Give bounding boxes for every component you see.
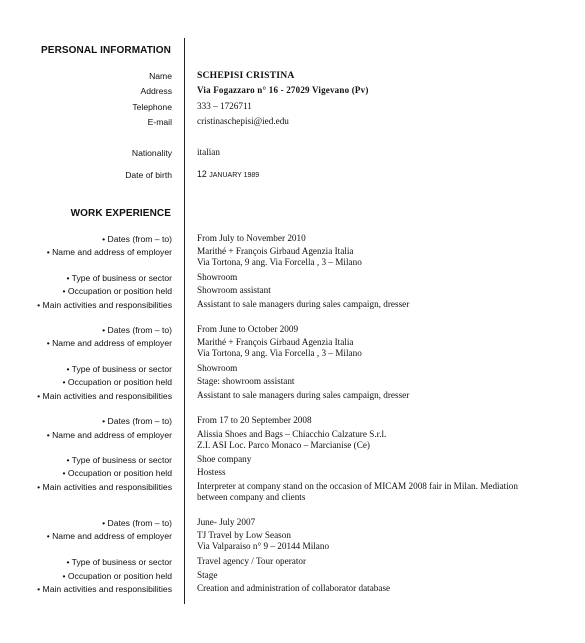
business-label: • Type of business or sector — [66, 557, 172, 567]
activities-label: • Main activities and responsibilities — [37, 391, 172, 401]
nationality-label: Nationality — [131, 148, 172, 158]
activities-value: Interpreter at company stand on the occasion of MICAM 2008 fair in Milan. Mediation between company and clients — [197, 481, 518, 503]
dob-day: 12 — [197, 169, 207, 179]
dates-value: From June to October 2009 — [197, 324, 299, 334]
employer-value — [197, 337, 547, 360]
employer-label: • Name and address of employer — [46, 338, 172, 348]
activities-label: • Main activities and responsibilities — [37, 300, 172, 310]
dates-label: • Dates (from – to) — [102, 416, 172, 426]
dates-value: June- July 2007 — [197, 517, 256, 527]
name-value: SCHEPISI CRISTINA — [197, 70, 295, 81]
occupation-value: Hostess — [197, 467, 226, 477]
employer-address: Via Valparaiso n° 9 – 20144 Milano — [197, 541, 330, 552]
telephone-value: 333 – 1726711 — [197, 101, 252, 111]
activities-value: Creation and administration of collaborator database — [197, 583, 391, 593]
email-value: cristinaschepisi@ied.edu — [197, 116, 289, 126]
employer-value — [197, 246, 547, 269]
date-of-birth-label: Date of birth — [125, 170, 172, 180]
dob-month-year: JANUARY 1989 — [209, 172, 260, 179]
occupation-label: • Occupation or position held — [62, 571, 172, 581]
employer-address: Via Tortona, 9 ang. Via Forcella , 3 – Milano — [197, 257, 362, 268]
dates-label: • Dates (from – to) — [102, 234, 172, 244]
employer-label: • Name and address of employer — [46, 531, 172, 541]
activities-value: Assistant to sale managers during sales campaign, dresser — [197, 390, 410, 400]
occupation-value: Stage — [197, 570, 218, 580]
address-value: Via Fogazzaro n° 16 - 27029 Vigevano (Pv) — [197, 85, 369, 95]
activities-label: • Main activities and responsibilities — [37, 482, 172, 492]
work-experience-heading: WORK EXPERIENCE — [70, 208, 171, 219]
employer-value — [197, 429, 547, 452]
nationality-value: italian — [197, 147, 220, 157]
dates-value: From July to November 2010 — [197, 233, 306, 243]
employer-name: Marithé + François Girbaud Agenzia Italia — [197, 337, 354, 347]
employer-name: TJ Travel by Low Season — [197, 530, 291, 540]
address-label: Address — [140, 86, 172, 96]
employer-name: Alissia Shoes and Bags – Chiacchio Calzature S.r.l. — [197, 429, 387, 439]
personal-information-heading: PERSONAL INFORMATION — [41, 45, 171, 56]
occupation-label: • Occupation or position held — [62, 286, 172, 296]
employer-value — [197, 530, 547, 553]
occupation-label: • Occupation or position held — [62, 468, 172, 478]
employer-address: Z.I. ASI Loc. Parco Monaco – Marcianise (Ce) — [197, 440, 370, 451]
occupation-label: • Occupation or position held — [62, 377, 172, 387]
occupation-value: Stage: showroom assistant — [197, 376, 295, 386]
employer-label: • Name and address of employer — [46, 430, 172, 440]
email-label: E-mail — [147, 117, 172, 127]
employer-label: • Name and address of employer — [46, 247, 172, 257]
activities-label: • Main activities and responsibilities — [37, 584, 172, 594]
business-value: Showroom — [197, 272, 238, 282]
employer-address: Via Tortona, 9 ang. Via Forcella , 3 – Milano — [197, 348, 362, 359]
column-divider — [184, 38, 185, 604]
business-value: Shoe company — [197, 454, 252, 464]
business-label: • Type of business or sector — [66, 455, 172, 465]
business-value: Showroom — [197, 363, 238, 373]
dates-value: From 17 to 20 September 2008 — [197, 415, 312, 425]
name-label: Name — [149, 71, 172, 81]
dates-label: • Dates (from – to) — [102, 518, 172, 528]
business-label: • Type of business or sector — [66, 273, 172, 283]
telephone-label: Telephone — [132, 102, 172, 112]
employer-name: Marithé + François Girbaud Agenzia Italia — [197, 246, 354, 256]
occupation-value: Showroom assistant — [197, 285, 271, 295]
business-label: • Type of business or sector — [66, 364, 172, 374]
date-of-birth-value — [197, 169, 547, 181]
activities-value: Assistant to sale managers during sales campaign, dresser — [197, 299, 410, 309]
business-value: Travel agency / Tour operator — [197, 556, 307, 566]
dates-label: • Dates (from – to) — [102, 325, 172, 335]
